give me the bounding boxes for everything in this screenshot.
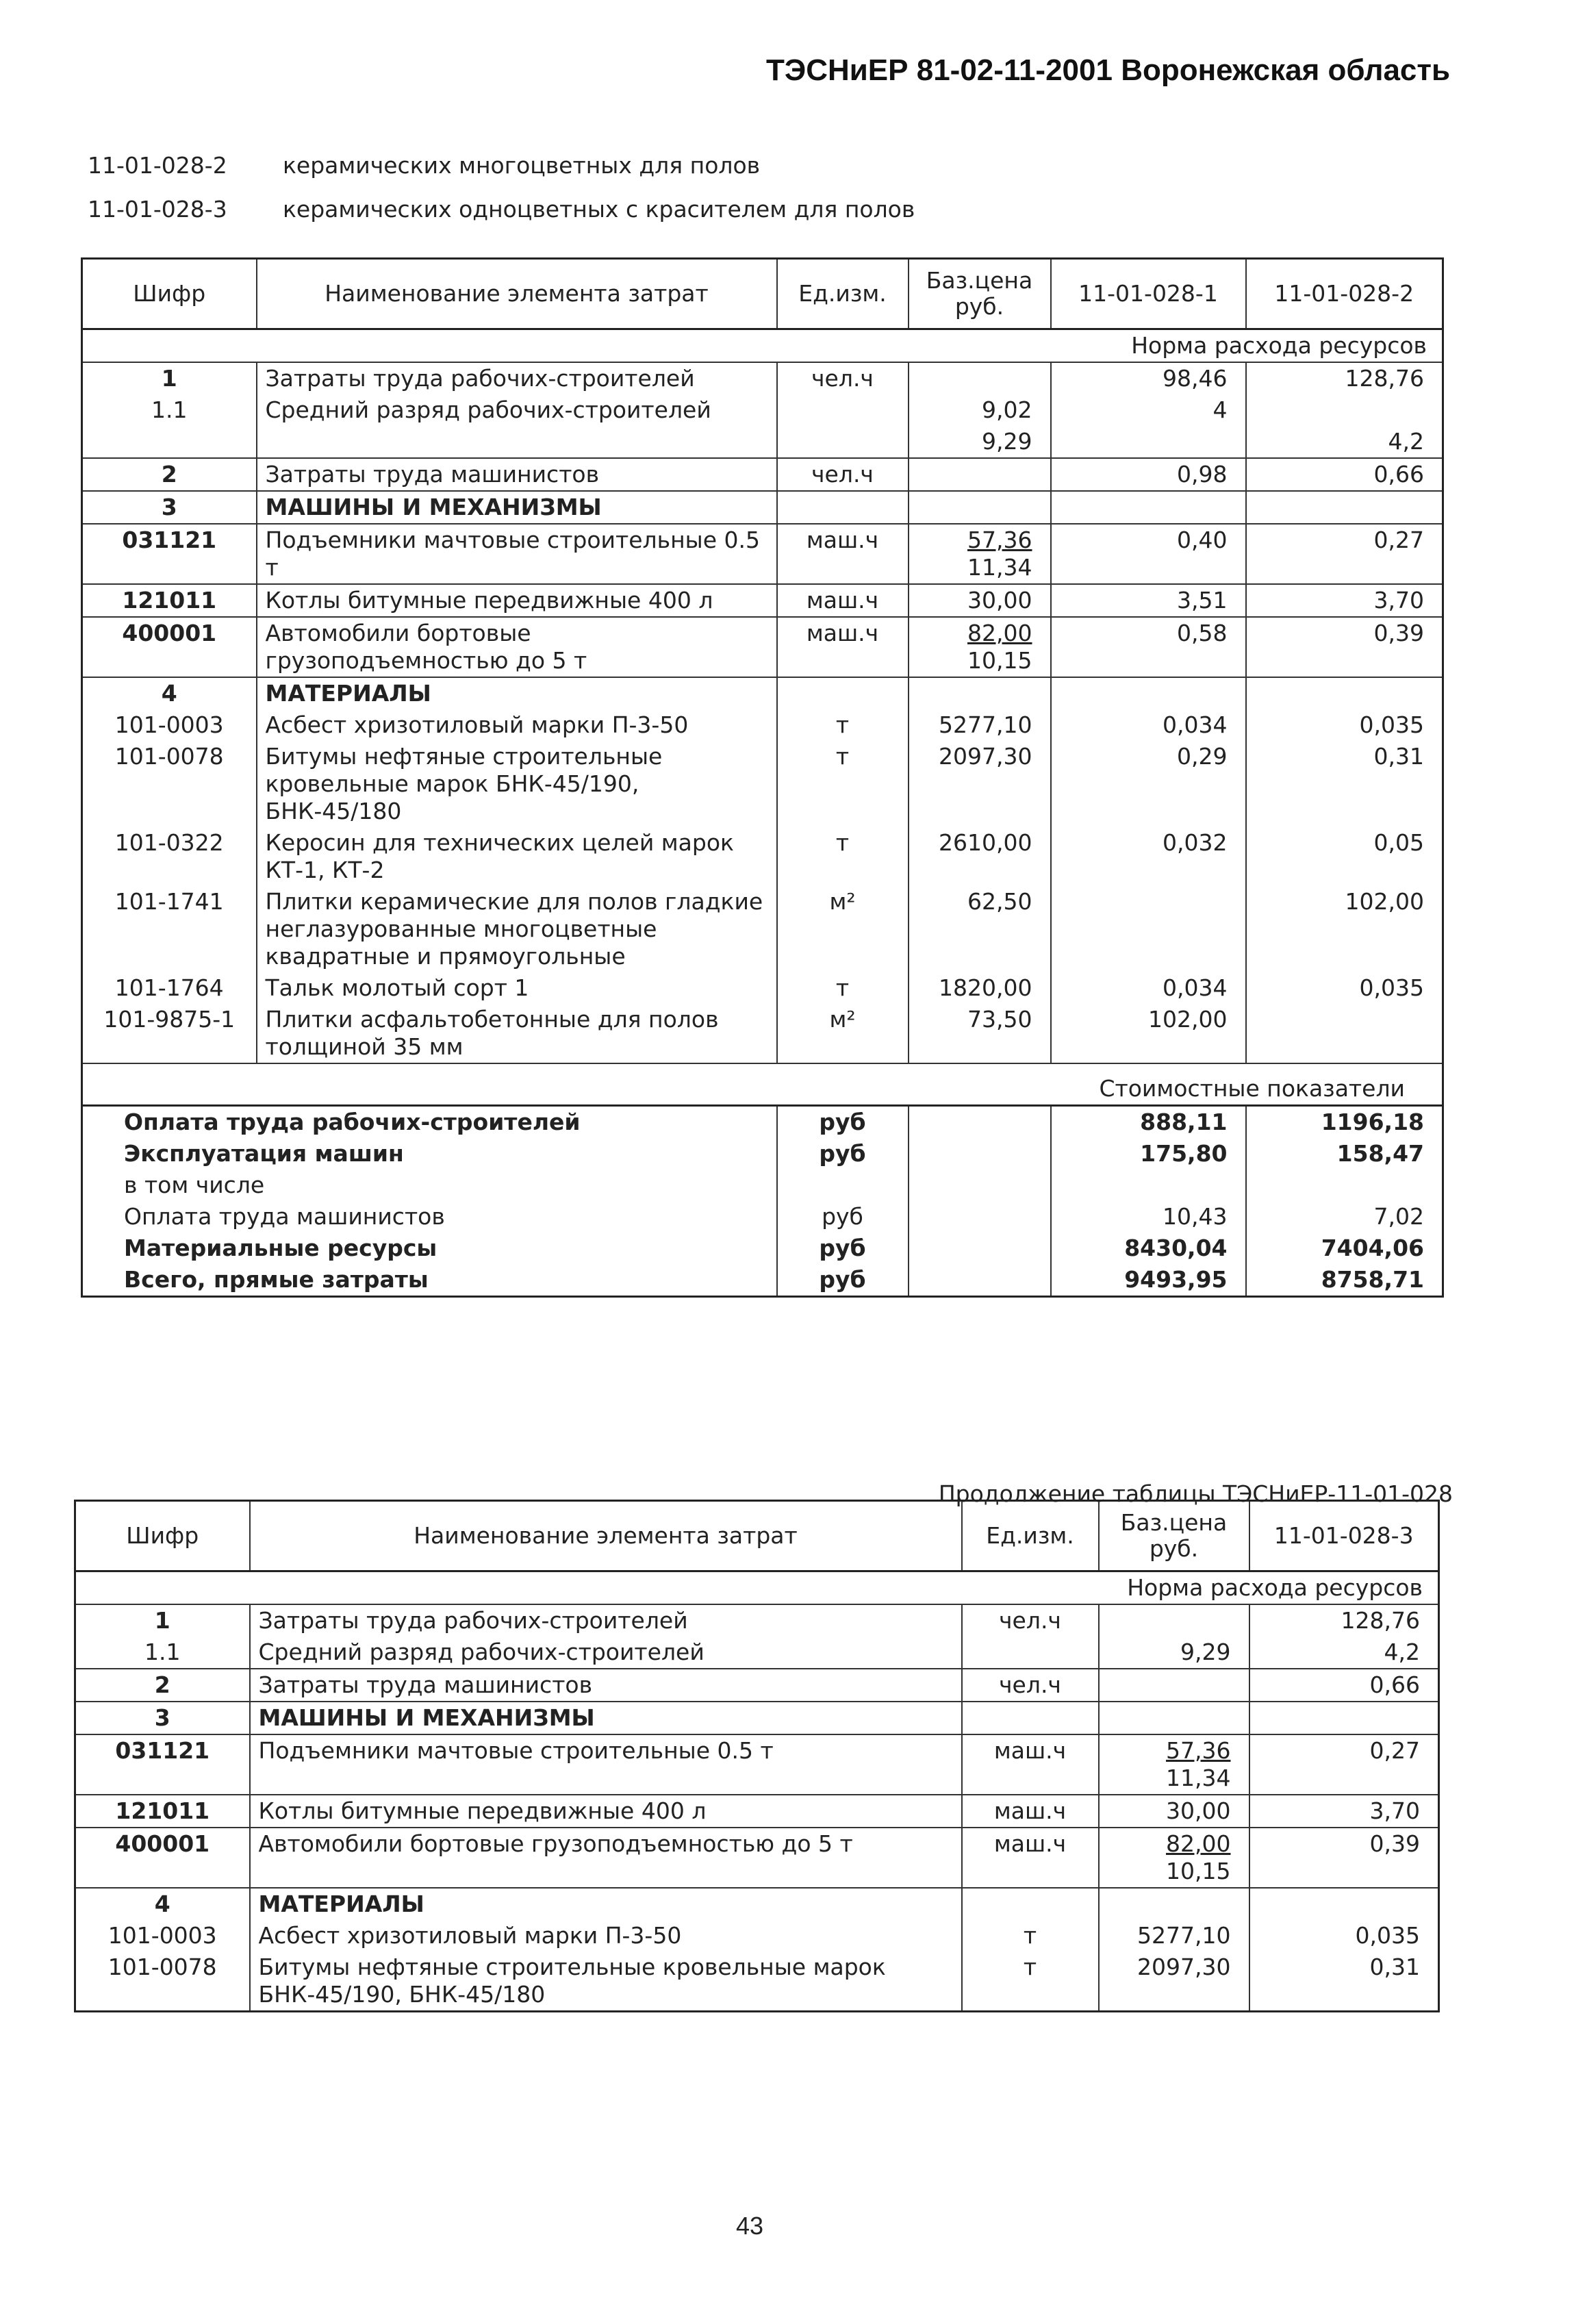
page-number: 43: [736, 2212, 764, 2240]
cell-unit: маш.ч: [777, 584, 909, 617]
cell-v2: [1246, 677, 1443, 709]
continuation-caption: Продолжение таблицы ТЭСНиЕР-11-01-028: [938, 1480, 1453, 1507]
cell-name: Котлы битумные передвижные 400 л: [257, 584, 777, 617]
summary-v1: 10,43: [1051, 1201, 1246, 1233]
table-header-row: [82, 259, 1443, 329]
cell-name: Асбест хризотиловый марки П-3-50: [250, 1920, 962, 1952]
cell-unit: [962, 1702, 1099, 1734]
summary-v1: 888,11: [1051, 1106, 1246, 1139]
cell-v1: 0,39: [1249, 1828, 1439, 1888]
price-value: 82,00: [967, 620, 1032, 646]
cell-price: [1099, 1604, 1249, 1637]
cell-unit: [777, 491, 909, 524]
cell-name: Затраты труда машинистов: [250, 1669, 962, 1702]
cell-name: Битумы нефтяные строительные кровельные марок БНК-45/190, БНК-45/180: [257, 741, 777, 827]
cell-price: [909, 827, 1051, 886]
cell-v2: 0,27: [1246, 524, 1443, 584]
cell-v1: 0,035: [1249, 1920, 1439, 1952]
cell-name: Затраты труда машинистов: [257, 458, 777, 491]
cell-v2: [1246, 491, 1443, 524]
table-row: [75, 1888, 1439, 1920]
intro-text: керамических одноцветных с красителем для полов: [283, 196, 915, 223]
summary-price: [909, 1201, 1051, 1233]
norm-caption-row: [82, 329, 1443, 363]
cell-name: Плитки асфальтобетонные для полов толщиной 35 мм: [257, 1004, 777, 1063]
cell-unit: чел.ч: [962, 1604, 1099, 1637]
cell-price: [1099, 1888, 1249, 1920]
cell-price: [1099, 1952, 1249, 2012]
summary-v2: 1196,18: [1246, 1106, 1443, 1139]
cell-v2: 0,66: [1246, 458, 1443, 491]
cell-v2: 0,39: [1246, 617, 1443, 677]
table-row: [82, 524, 1443, 584]
resource-table-1: [81, 257, 1444, 1298]
intro-text: керамических многоцветных для полов: [283, 152, 761, 179]
cell-v1: 3,51: [1051, 584, 1246, 617]
cell-v2: 3,70: [1246, 584, 1443, 617]
cell-v1: 0,40: [1051, 524, 1246, 584]
table-row: [82, 1004, 1443, 1063]
cell-code: 031121: [75, 1734, 250, 1795]
cell-v1: 0,034: [1051, 709, 1246, 741]
cell-v1: 0,31: [1249, 1952, 1439, 2012]
summary-price: [909, 1106, 1051, 1139]
cell-price: [1099, 1734, 1249, 1795]
cell-price: [909, 362, 1051, 394]
table-row: [82, 709, 1443, 741]
cell-name: МАШИНЫ И МЕХАНИЗМЫ: [257, 491, 777, 524]
summary-label: Эксплуатация машин: [124, 1140, 404, 1167]
cell-v1: 0,29: [1051, 741, 1246, 827]
norm-caption: Норма расхода ресурсов: [82, 329, 1443, 363]
intro-line: [88, 196, 915, 223]
table-row: [75, 1920, 1439, 1952]
cell-name: Керосин для технических целей марок КТ-1, КТ-2: [257, 827, 777, 886]
summary-unit: руб: [777, 1201, 909, 1233]
header-col1: 11-01-028-1: [1051, 259, 1246, 329]
cell-unit: м²: [777, 886, 909, 972]
summary-unit: руб: [777, 1138, 909, 1170]
cell-unit: [777, 394, 909, 426]
cell-unit: т: [777, 709, 909, 741]
cell-code: 1.1: [144, 1639, 181, 1665]
cell-v1: 128,76: [1249, 1604, 1439, 1637]
cell-price: [909, 677, 1051, 709]
cell-price: [1099, 1637, 1249, 1669]
intro-line: [88, 152, 760, 179]
table-row: [75, 1828, 1439, 1888]
cell-name: Средний разряд рабочих-строителей: [257, 394, 777, 426]
summary-v2: 7404,06: [1246, 1233, 1443, 1264]
price-machinist-value: 10,15: [967, 647, 1032, 674]
cell-unit: [962, 1888, 1099, 1920]
cell-price: [909, 972, 1051, 1004]
table-row: [82, 617, 1443, 677]
cell-price: [909, 709, 1051, 741]
price-value: 30,00: [1166, 1797, 1231, 1824]
table-row: [75, 1669, 1439, 1702]
header-code: Шифр: [82, 259, 257, 329]
cell-unit: [962, 1637, 1099, 1669]
cell-price: [909, 426, 1051, 458]
cell-v1: 4,2: [1249, 1637, 1439, 1669]
cell-v1: 0,034: [1051, 972, 1246, 1004]
table-header-row: [75, 1501, 1439, 1571]
price-value: 82,00: [1166, 1830, 1231, 1857]
table-row: [82, 362, 1443, 394]
table1-body: [82, 362, 1443, 1063]
summary-unit: руб: [777, 1106, 909, 1139]
price-value: 2097,30: [1137, 1954, 1231, 1980]
cell-name: Подъемники мачтовые строительные 0.5 т: [257, 524, 777, 584]
header-price: Баз.цена руб.: [909, 259, 1051, 329]
cell-unit: т: [962, 1920, 1099, 1952]
cell-price: [909, 524, 1051, 584]
cell-v2: 0,035: [1246, 972, 1443, 1004]
cell-code: 1: [161, 365, 177, 392]
cell-unit: чел.ч: [962, 1669, 1099, 1702]
cell-name: Битумы нефтяные строительные кровельные марок БНК-45/190, БНК-45/180: [250, 1952, 962, 2012]
norm-caption: Норма расхода ресурсов: [75, 1571, 1439, 1605]
table-row: [75, 1795, 1439, 1828]
cell-code: 121011: [82, 584, 257, 617]
summary-v2: 158,47: [1246, 1138, 1443, 1170]
summary-row: [82, 1170, 1443, 1201]
summary-unit: руб: [777, 1264, 909, 1297]
cost-caption: Стоимостные показатели: [82, 1063, 1443, 1106]
cell-unit: маш.ч: [777, 617, 909, 677]
norm-caption-row: [75, 1571, 1439, 1605]
summary-unit: [777, 1170, 909, 1201]
cell-name: МАШИНЫ И МЕХАНИЗМЫ: [250, 1702, 962, 1734]
price-value: 5277,10: [1137, 1922, 1231, 1949]
cell-name: Асбест хризотиловый марки П-3-50: [257, 709, 777, 741]
cell-price: [909, 394, 1051, 426]
price-value: 2610,00: [939, 829, 1032, 856]
cell-name: Затраты труда рабочих-строителей: [250, 1604, 962, 1637]
cell-code: 101-1741: [114, 888, 224, 915]
cell-code: 3: [75, 1702, 250, 1734]
cell-code: 1: [154, 1607, 170, 1634]
cell-unit: чел.ч: [777, 362, 909, 394]
cell-code: 101-0078: [107, 1954, 217, 1980]
cell-price: [1099, 1920, 1249, 1952]
price-value: 9,29: [1180, 1639, 1231, 1665]
summary-row: [82, 1264, 1443, 1297]
cell-code: 400001: [75, 1828, 250, 1888]
header-name: Наименование элемента затрат: [250, 1501, 962, 1571]
cell-v1: [1051, 426, 1246, 458]
summary-label: Оплата труда машинистов: [124, 1203, 445, 1230]
header-unit: Ед.изм.: [962, 1501, 1099, 1571]
cell-name: Автомобили бортовые грузоподъемностью до 5 т: [250, 1828, 962, 1888]
summary-price: [909, 1138, 1051, 1170]
summary-v1: 8430,04: [1051, 1233, 1246, 1264]
cell-price: [909, 491, 1051, 524]
cell-price: [1099, 1669, 1249, 1702]
cell-name: [257, 426, 777, 458]
summary-label: в том числе: [124, 1172, 265, 1198]
cell-unit: маш.ч: [962, 1795, 1099, 1828]
cell-price: [1099, 1702, 1249, 1734]
cell-v2: 0,05: [1246, 827, 1443, 886]
cell-v1: 0,66: [1249, 1669, 1439, 1702]
cell-v2: 4,2: [1246, 426, 1443, 458]
cell-price: [909, 584, 1051, 617]
summary-v2: 8758,71: [1246, 1264, 1443, 1297]
table-row: [82, 972, 1443, 1004]
summary-label: Материальные ресурсы: [124, 1235, 437, 1261]
price-value: 5277,10: [939, 711, 1032, 738]
cell-v1: 98,46: [1051, 362, 1246, 394]
summary-unit: руб: [777, 1233, 909, 1264]
price-value: 1820,00: [939, 974, 1032, 1001]
cell-code: 101-9875-1: [103, 1006, 236, 1033]
price-value: 9,29: [982, 428, 1032, 455]
cell-code: 400001: [82, 617, 257, 677]
cell-price: [909, 1004, 1051, 1063]
cell-v2: 102,00: [1246, 886, 1443, 972]
cost-caption-row: [82, 1063, 1443, 1106]
cell-unit: [777, 426, 909, 458]
cell-v1: [1249, 1702, 1439, 1734]
cell-code: 3: [82, 491, 257, 524]
cell-v2: 0,035: [1246, 709, 1443, 741]
table-row: [75, 1952, 1439, 2012]
cell-name: Тальк молотый сорт 1: [257, 972, 777, 1004]
table-row: [75, 1637, 1439, 1669]
cell-v1: 102,00: [1051, 1004, 1246, 1063]
cell-v1: [1051, 677, 1246, 709]
cell-v1: [1249, 1888, 1439, 1920]
summary-row: [82, 1106, 1443, 1139]
cell-name: Автомобили бортовые грузоподъемностью до 5 т: [257, 617, 777, 677]
header-col1: 11-01-028-3: [1249, 1501, 1439, 1571]
cell-unit: маш.ч: [962, 1828, 1099, 1888]
table-row: [82, 741, 1443, 827]
cell-code: 121011: [75, 1795, 250, 1828]
summary-price: [909, 1264, 1051, 1297]
price-value: 62,50: [967, 888, 1032, 915]
cell-price: [909, 886, 1051, 972]
header-name: Наименование элемента затрат: [257, 259, 777, 329]
cell-name: Затраты труда рабочих-строителей: [257, 362, 777, 394]
header-unit: Ед.изм.: [777, 259, 909, 329]
cell-name: Подъемники мачтовые строительные 0.5 т: [250, 1734, 962, 1795]
summary-price: [909, 1170, 1051, 1201]
cell-name: Средний разряд рабочих-строителей: [250, 1637, 962, 1669]
summary-v2: 7,02: [1246, 1201, 1443, 1233]
cell-v2: 0,31: [1246, 741, 1443, 827]
table-row: [75, 1702, 1439, 1734]
cell-code: 101-0078: [114, 743, 224, 770]
summary-row: [82, 1233, 1443, 1264]
summary-price: [909, 1233, 1051, 1264]
cell-code: 2: [82, 458, 257, 491]
cell-code: 101-0322: [114, 829, 224, 856]
cell-name: МАТЕРИАЛЫ: [257, 677, 777, 709]
cell-v2: 128,76: [1246, 362, 1443, 394]
cell-code: 2: [75, 1669, 250, 1702]
table-row: [82, 394, 1443, 426]
table-row: [82, 491, 1443, 524]
table-row: [82, 677, 1443, 709]
table-row: [82, 584, 1443, 617]
price-value: 9,02: [982, 396, 1032, 423]
cell-price: [909, 741, 1051, 827]
summary-label: Всего, прямые затраты: [124, 1266, 429, 1293]
header-price: Баз.цена руб.: [1099, 1501, 1249, 1571]
price-value: 73,50: [967, 1006, 1032, 1033]
cell-v2: [1246, 1004, 1443, 1063]
table2-body: [75, 1604, 1439, 2012]
cell-unit: м²: [777, 1004, 909, 1063]
cell-code: 101-0003: [114, 711, 224, 738]
cell-v1: 4: [1051, 394, 1246, 426]
table-row: [82, 458, 1443, 491]
price-value: 57,36: [1166, 1737, 1231, 1764]
cell-unit: [777, 677, 909, 709]
price-machinist-value: 10,15: [1166, 1858, 1231, 1884]
resource-table-2: [74, 1500, 1440, 2012]
summary-body: [82, 1106, 1443, 1297]
cell-v1: 3,70: [1249, 1795, 1439, 1828]
table-row: [75, 1604, 1439, 1637]
page-header: ТЭСНиЕР 81-02-11-2001 Воронежская область: [766, 53, 1450, 87]
cell-unit: т: [777, 972, 909, 1004]
cell-unit: т: [777, 741, 909, 827]
price-value: 2097,30: [939, 743, 1032, 770]
cell-code: 101-1764: [114, 974, 224, 1001]
summary-v2: [1246, 1170, 1443, 1201]
cell-price: [909, 458, 1051, 491]
price-value: 57,36: [967, 527, 1032, 553]
summary-row: [82, 1138, 1443, 1170]
cell-code: 4: [82, 677, 257, 709]
cell-price: [1099, 1795, 1249, 1828]
summary-label: Оплата труда рабочих-строителей: [82, 1106, 777, 1139]
cell-v2: [1246, 394, 1443, 426]
summary-v1: 175,80: [1051, 1138, 1246, 1170]
cell-code: 4: [75, 1888, 250, 1920]
cell-v1: [1051, 491, 1246, 524]
cell-code: 1.1: [151, 396, 188, 423]
summary-row: [82, 1201, 1443, 1233]
table-row: [82, 827, 1443, 886]
cell-price: [909, 617, 1051, 677]
header-code: Шифр: [75, 1501, 250, 1571]
summary-v1: 9493,95: [1051, 1264, 1246, 1297]
cell-v1: 0,032: [1051, 827, 1246, 886]
price-machinist-value: 11,34: [1166, 1765, 1231, 1791]
cell-name: Котлы битумные передвижные 400 л: [250, 1795, 962, 1828]
price-value: 30,00: [967, 587, 1032, 614]
cell-v1: 0,58: [1051, 617, 1246, 677]
cell-unit: т: [962, 1952, 1099, 2012]
cell-v1: 0,98: [1051, 458, 1246, 491]
cell-name: Плитки керамические для полов гладкие неглазурованные многоцветные квадратные и прямоугольные: [257, 886, 777, 972]
cell-unit: т: [777, 827, 909, 886]
intro-code: 11-01-028-3: [88, 196, 227, 223]
table-row: [82, 886, 1443, 972]
intro-code: 11-01-028-2: [88, 152, 227, 179]
table-row: [75, 1734, 1439, 1795]
cell-unit: чел.ч: [777, 458, 909, 491]
header-col2: 11-01-028-2: [1246, 259, 1443, 329]
cell-code: 101-0003: [107, 1922, 217, 1949]
cell-unit: маш.ч: [962, 1734, 1099, 1795]
cell-code: [82, 426, 257, 458]
cell-unit: маш.ч: [777, 524, 909, 584]
cell-name: МАТЕРИАЛЫ: [250, 1888, 962, 1920]
cell-v1: [1051, 886, 1246, 972]
price-machinist-value: 11,34: [967, 554, 1032, 581]
table-row: [82, 426, 1443, 458]
summary-v1: [1051, 1170, 1246, 1201]
cell-code: 031121: [82, 524, 257, 584]
cell-v1: 0,27: [1249, 1734, 1439, 1795]
cell-price: [1099, 1828, 1249, 1888]
